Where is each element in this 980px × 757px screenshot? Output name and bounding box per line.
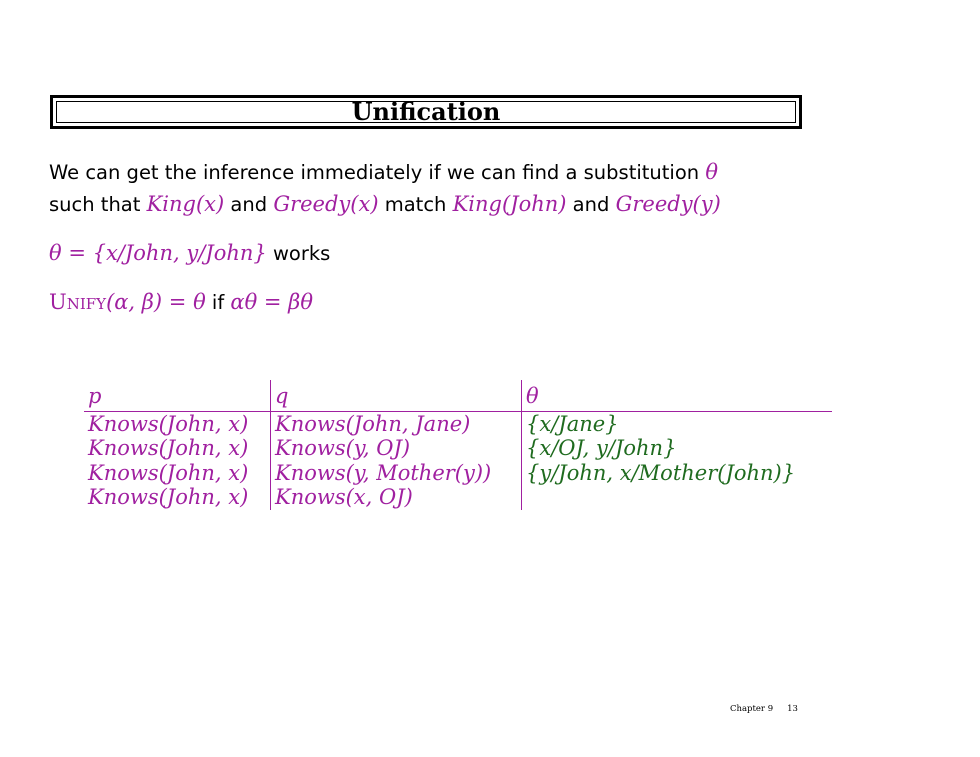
cell-theta: {x/Jane}: [526, 411, 619, 436]
unify-if-text: if: [205, 291, 231, 314]
slide-footer: [730, 704, 812, 714]
intro-line-2: [49, 192, 721, 216]
table-row: [84, 411, 832, 436]
header-p: p: [84, 380, 271, 411]
intro-line-1-text: We can get the inference immediately if we can find a substitution: [49, 161, 706, 184]
cell-p: Knows(John, x): [84, 411, 271, 436]
cell-q: Knows(John, Jane): [271, 411, 522, 436]
cell-theta: [522, 485, 833, 510]
cell-q: Knows(y, Mother(y)): [271, 461, 522, 486]
intro-line-2-text-b: and: [224, 193, 274, 216]
unify-function-name: Unify: [49, 290, 107, 314]
footer-chapter: Chapter 9: [730, 704, 774, 714]
cell-theta: {y/John, x/Mother(John)}: [526, 460, 796, 485]
header-theta: θ: [526, 384, 539, 408]
cell-p: Knows(John, x): [84, 485, 271, 510]
theta-works-text: works: [266, 242, 331, 265]
table-row: [84, 461, 832, 486]
intro-line-2-text-c: match: [378, 193, 453, 216]
cell-p: Knows(John, x): [84, 461, 271, 486]
cell-q: Knows(y, OJ): [271, 436, 522, 461]
cell-theta: {x/OJ, y/John}: [526, 436, 677, 460]
theta-definition-line: [49, 241, 330, 265]
intro-line-1: [49, 160, 718, 184]
theta-symbol: θ: [705, 160, 718, 184]
slide-title: Unification: [351, 97, 501, 126]
expr-greedy-x: Greedy(x): [273, 192, 379, 216]
unify-condition: αθ = βθ: [230, 290, 313, 314]
slide-title-frame: [56, 97, 796, 126]
footer-page-number: 13: [787, 704, 798, 714]
unify-definition-line: [49, 290, 313, 314]
expr-king-john: King(John): [452, 192, 567, 216]
unify-args: (α, β) = θ: [106, 290, 206, 314]
expr-king-x: King(x): [146, 192, 225, 216]
table-header-row: [84, 380, 832, 411]
theta-definition: θ = {x/John, y/John}: [49, 241, 267, 265]
table-row: [84, 485, 832, 510]
header-q: q: [271, 380, 522, 411]
intro-line-2-text-d: and: [566, 193, 616, 216]
cell-q: Knows(x, OJ): [271, 485, 522, 510]
slide-title-box: [50, 95, 802, 129]
cell-p: Knows(John, x): [84, 436, 271, 461]
table-row: [84, 436, 832, 461]
expr-greedy-y: Greedy(y): [615, 192, 721, 216]
intro-line-2-text-a: such that: [49, 193, 147, 216]
unification-examples-table: [84, 380, 832, 510]
